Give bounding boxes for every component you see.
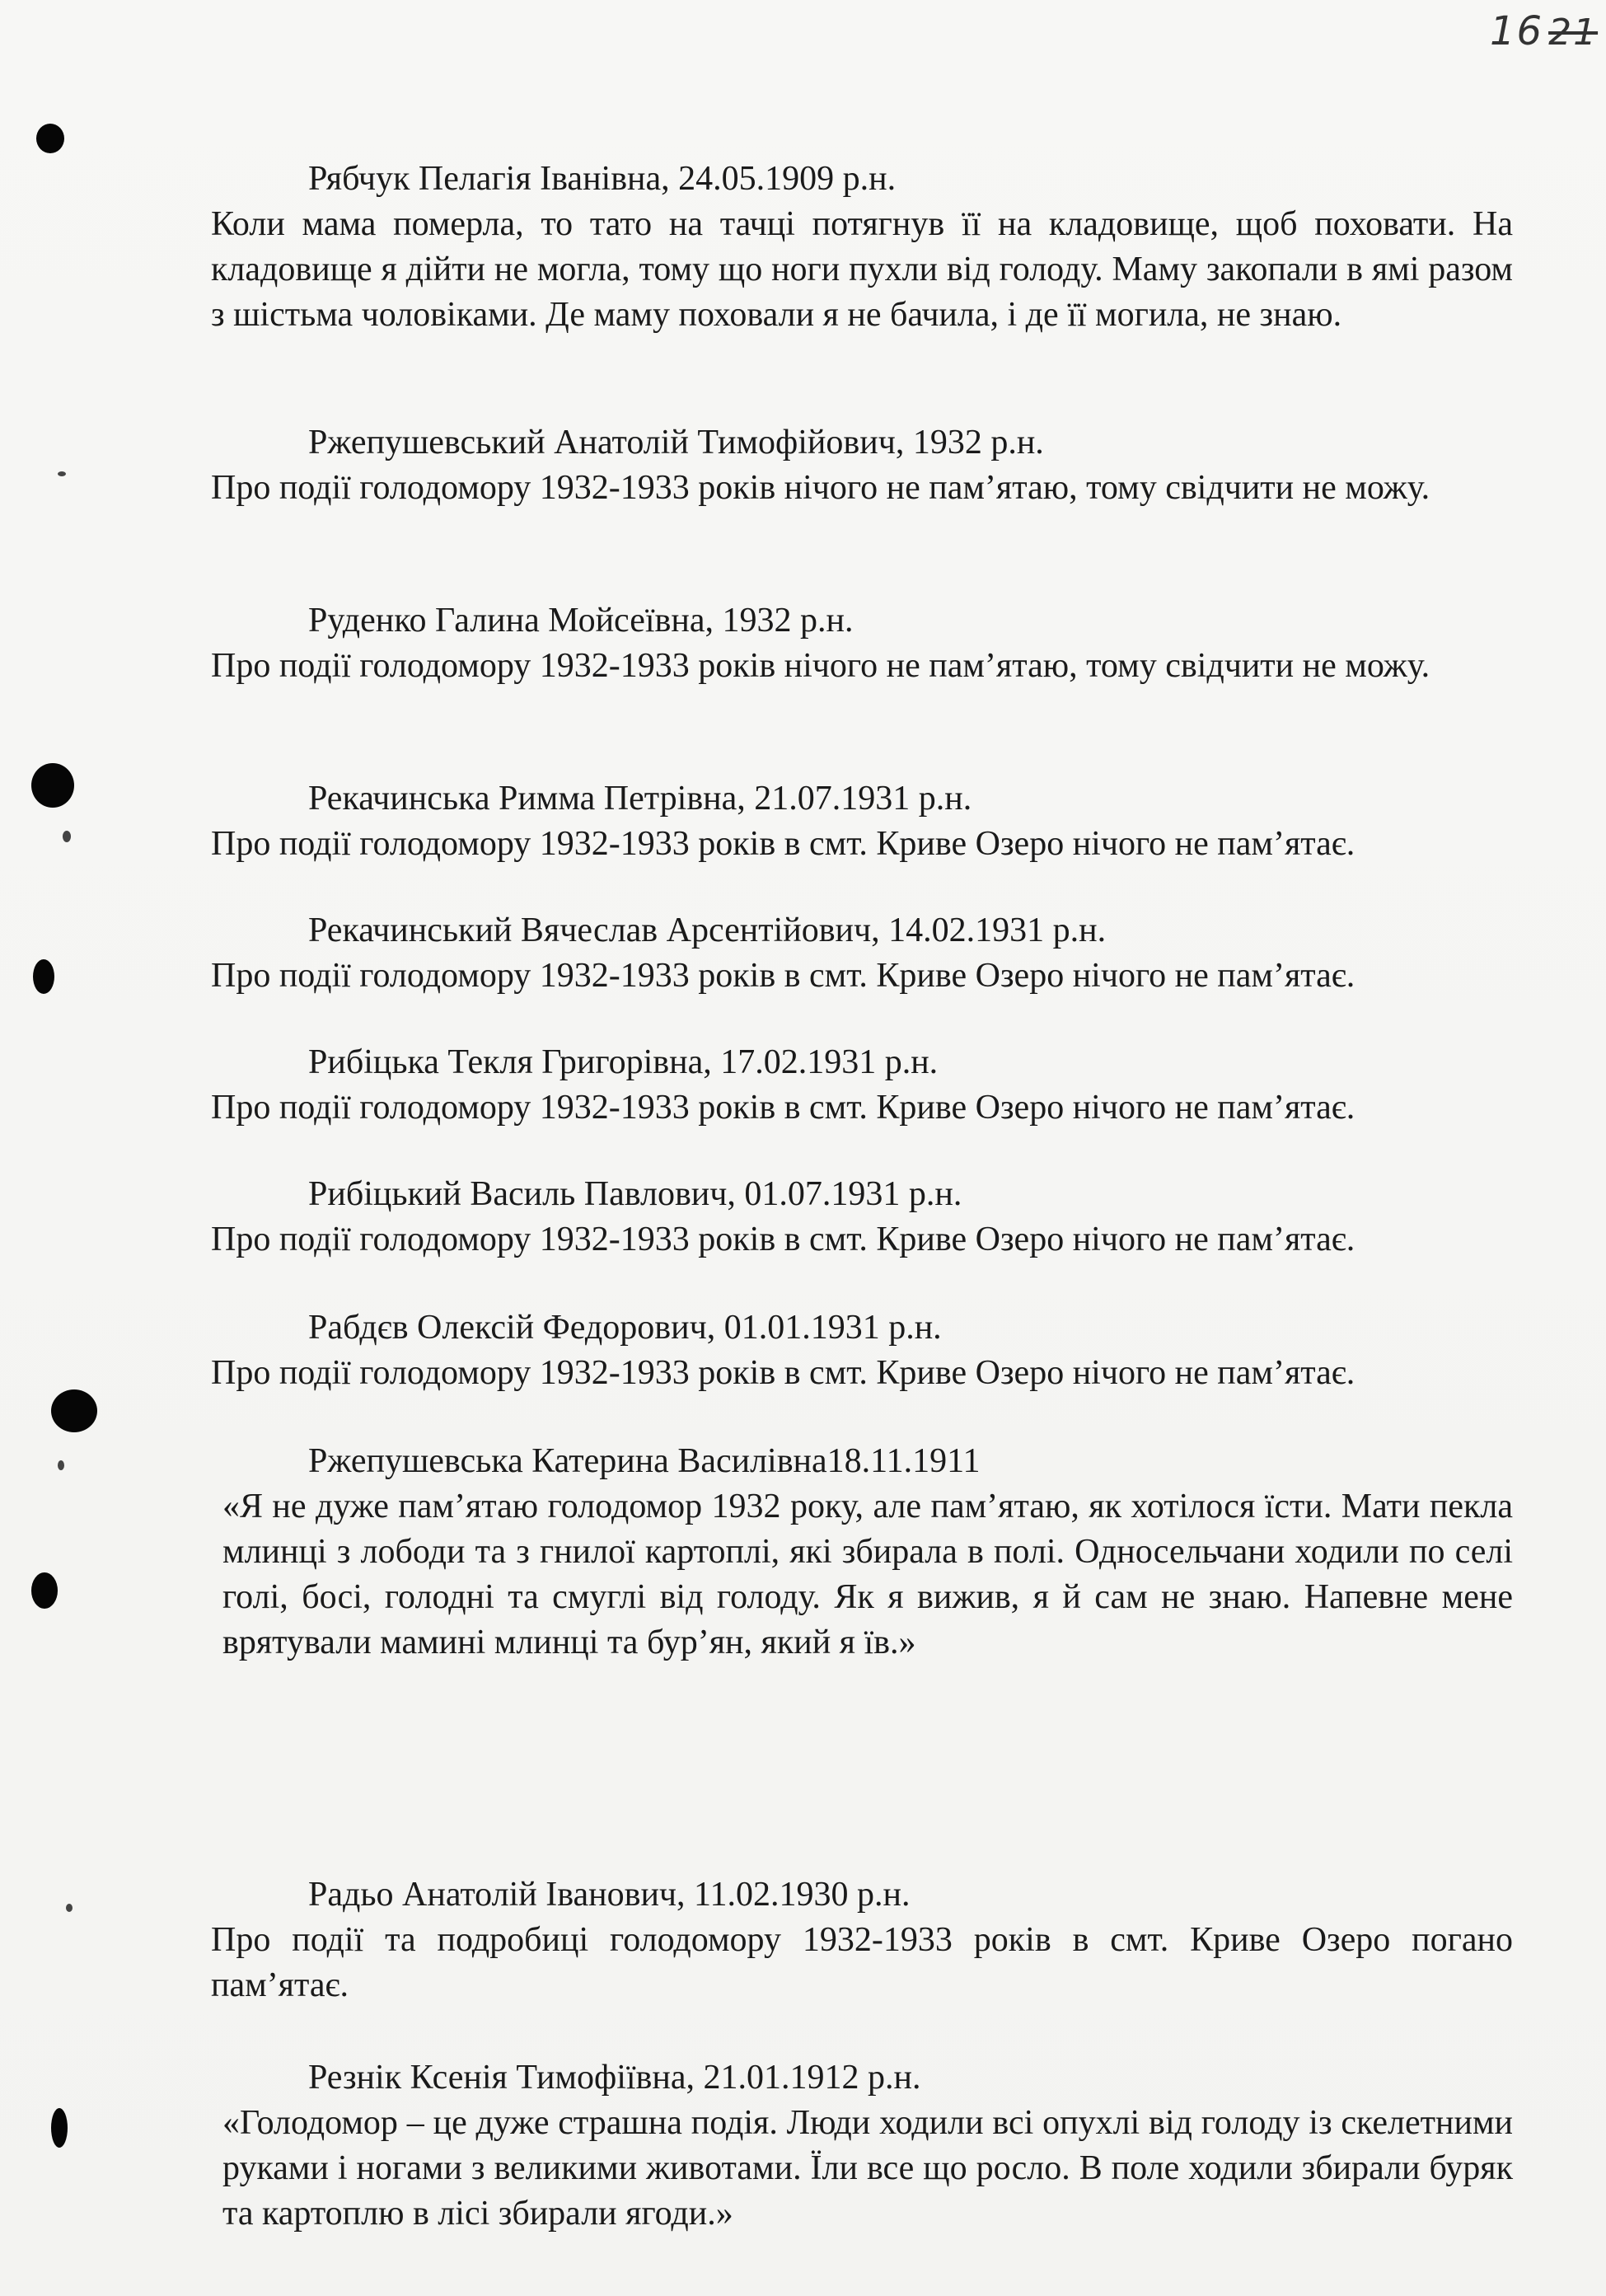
witness-header: Рабдєв Олексій Федорович, 01.01.1931 р.н. bbox=[308, 1309, 942, 1347]
witness-header: Радьо Анатолій Іванович, 11.02.1930 р.н. bbox=[308, 1876, 911, 1914]
witness-header: Рибіцький Василь Павлович, 01.07.1931 р.н. bbox=[308, 1175, 962, 1213]
testimony-entry bbox=[211, 1305, 1355, 1396]
binder-hole bbox=[51, 2108, 68, 2148]
binder-hole bbox=[31, 1572, 58, 1609]
testimony-text: Про події голодомору 1932-1933 років в смт. Криве Озеро нічого не пам’ятає. bbox=[211, 1221, 1356, 1258]
witness-header: Руденко Галина Мойсеївна, 1932 р.н. bbox=[308, 602, 854, 640]
testimony-text: Коли мама померла, то тато на тачці потягнув її на кладовище, щоб поховати. На кладовище я дійти не могла, тому що ноги пухли від голоду. Маму закопали в ямі разом з шістьма чоловіками. Де маму поховали я не бачила, і де її могила, не знаю. bbox=[211, 205, 1513, 334]
witness-header: Рябчук Пелагія Іванівна, 24.05.1909 р.н. bbox=[308, 160, 897, 198]
paper-speck bbox=[63, 831, 71, 842]
testimony-text: Про події голодомору 1932-1933 років в смт. Криве Озеро нічого не пам’ятає. bbox=[211, 825, 1356, 863]
page-number-struck: 21 bbox=[1548, 12, 1599, 54]
testimony-entry bbox=[211, 908, 1355, 999]
paper-speck bbox=[58, 1460, 64, 1470]
witness-header: Рекачинський Вячеслав Арсентійович, 14.02.1931 р.н. bbox=[308, 911, 1107, 949]
page-number bbox=[1490, 8, 1598, 54]
testimony-text: Про події голодомору 1932-1933 років в смт. Криве Озеро нічого не пам’ятає. bbox=[211, 1089, 1356, 1127]
witness-header: Рибіцька Текля Григорівна, 17.02.1931 р.н. bbox=[308, 1043, 939, 1081]
testimony-entry bbox=[211, 776, 1355, 867]
testimony-entry bbox=[211, 1172, 1355, 1263]
testimony-text: «Я не дуже пам’ятаю голодомор 1932 року, але пам’ятаю, як хотілося їсти. Мати пекла млинці з лободи та з гнилої картоплі, які збирала в полі. Односельчани ходили по селі голі, босі, голодні та смуглі від голоду. Як я вижив, я й сам не знаю. Напевне мене врятували мамині млинці та бур’ян, який я їв.» bbox=[222, 1488, 1513, 1661]
witness-header: Резнік Ксенія Тимофіївна, 21.01.1912 р.н. bbox=[308, 2059, 921, 2097]
testimony-entry bbox=[211, 1040, 1355, 1131]
witness-header: Рекачинська Римма Петрівна, 21.07.1931 р.н. bbox=[308, 780, 972, 818]
testimony-entry bbox=[211, 2055, 1513, 2237]
testimony-text: Про події голодомору 1932-1933 років нічого не пам’ятаю, тому свідчити не можу. bbox=[211, 469, 1430, 507]
testimony-text: «Голодомор – це дуже страшна подія. Люди ходили всі опухлі від голоду із скелетними руками і ногами з великими животами. Їли все що росло. В поле ходили збирали буряк та картоплю в лісі збирали ягоди.» bbox=[222, 2104, 1513, 2233]
testimony-entry bbox=[211, 1872, 1513, 2008]
testimony-text: Про події та подробиці голодомору 1932-1933 років в смт. Криве Озеро погано пам’ятає. bbox=[211, 1921, 1513, 2004]
testimony-text: Про події голодомору 1932-1933 років нічого не пам’ятаю, тому свідчити не можу. bbox=[211, 647, 1430, 685]
testimony-entry bbox=[211, 420, 1430, 511]
binder-hole bbox=[36, 124, 64, 153]
witness-header: Ржепушевська Катерина Василівна18.11.1911 bbox=[308, 1442, 981, 1480]
binder-hole bbox=[51, 1389, 97, 1432]
paper-speck bbox=[58, 471, 66, 476]
testimony-entry bbox=[211, 157, 1513, 338]
testimony-text: Про події голодомору 1932-1933 років в смт. Криве Озеро нічого не пам’ятає. bbox=[211, 957, 1356, 995]
page-number-current: 16 bbox=[1490, 8, 1544, 54]
witness-header: Ржепушевський Анатолій Тимофійович, 1932 р.н. bbox=[308, 424, 1044, 462]
binder-hole bbox=[31, 763, 74, 808]
testimony-entry bbox=[211, 1439, 1513, 1666]
testimony-entry bbox=[211, 598, 1430, 689]
binder-hole bbox=[33, 959, 54, 994]
paper-speck bbox=[66, 1904, 73, 1912]
testimony-text: Про події голодомору 1932-1933 років в смт. Криве Озеро нічого не пам’ятає. bbox=[211, 1354, 1356, 1392]
